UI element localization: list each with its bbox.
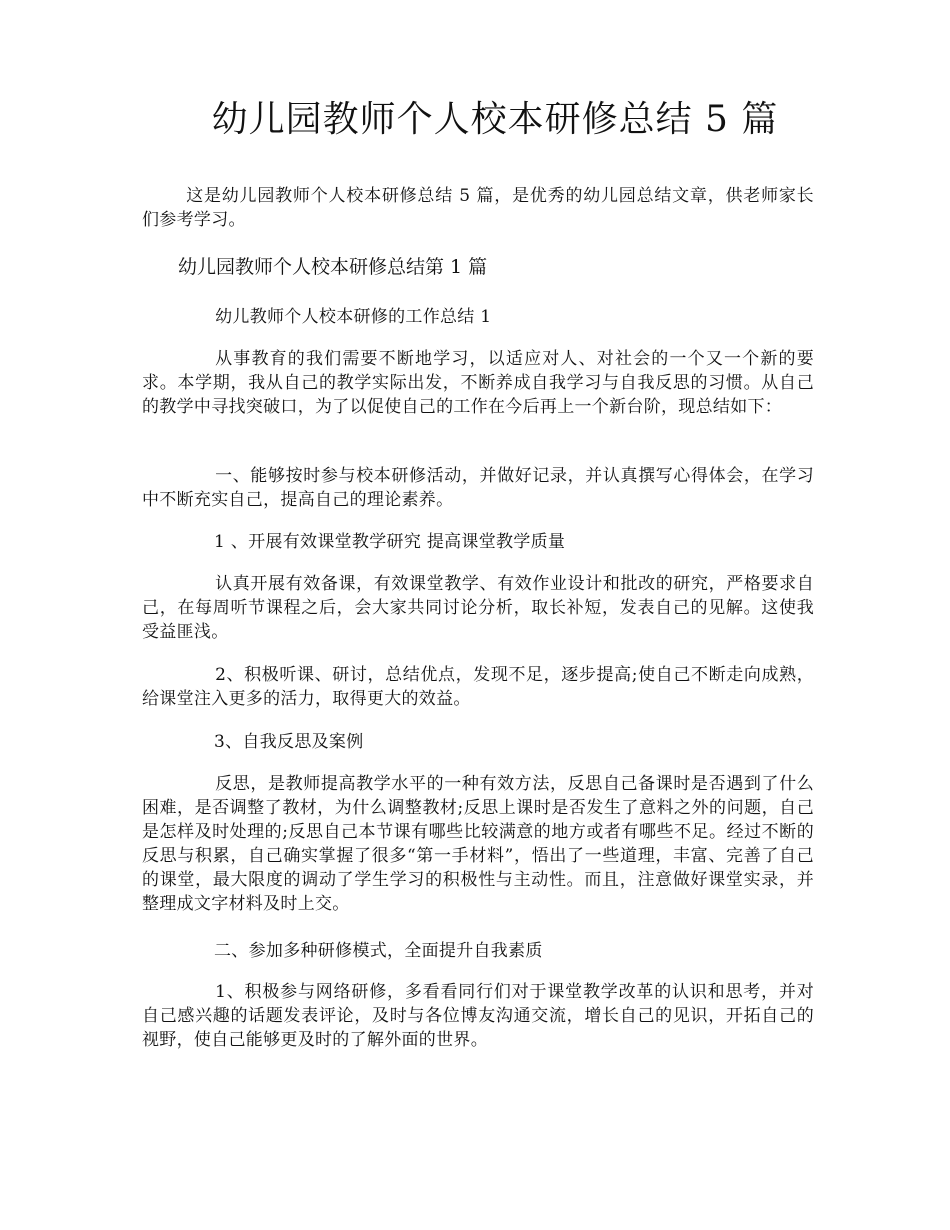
paragraph: 一、能够按时参与校本研修活动，并做好记录，并认真撰写心得体会，在学习中不断充实自己，提高自己的理论素养。 xyxy=(142,466,814,510)
paragraph: 反思，是教师提高教学水平的一种有效方法，反思自己备课时是否遇到了什么困难，是否调整了教材，为什么调整教材;反思上课时是否发生了意料之外的问题，自己是怎样及时处理的;反思自己本节课有哪些比较满意的地方或者有哪些不足。经过不断的反思与积累，自己确实掌握了很多“第一手材料”，悟出了一些道理，丰富、完善了自己的课堂，最大限度的调动了学生学习的积极性与主动性。而且，注意做好课堂实录，并整理成文字材料及时上交。 xyxy=(142,774,814,914)
paragraph: 2、积极听课、研讨，总结优点，发现不足，逐步提高;使自己不断走向成熟，给课堂注入更多的活力，取得更大的效益。 xyxy=(142,665,814,709)
paragraph-subheading: 二、参加多种研修模式，全面提升自我素质 xyxy=(214,941,543,961)
paragraph: 1、积极参与网络研修，多看看同行们对于课堂教学改革的认识和思考，并对自己感兴趣的话题发表评论，及时与各位博友沟通交流，增长自己的见识，开拓自己的视野，使自己能够更及时的了解外面的世界。 xyxy=(142,982,814,1050)
paragraph: 从事教育的我们需要不断地学习，以适应对人、对社会的一个又一个新的要求。本学期，我从自己的教学实际出发，不断养成自我学习与自我反思的习惯。从自己的教学中寻找突破口，为了以促使自己的工作在今后再上一个新台阶，现总结如下： xyxy=(142,349,814,417)
paragraph-subheading: 3、自我反思及案例 xyxy=(214,732,364,752)
section-heading: 幼儿园教师个人校本研修总结第 1 篇 xyxy=(178,256,488,278)
document-title: 幼儿园教师个人校本研修总结 5 篇 xyxy=(211,99,779,140)
intro-paragraph: 这是幼儿园教师个人校本研修总结 5 篇，是优秀的幼儿园总结文章，供老师家长们参考学习。 xyxy=(142,186,814,230)
paragraph: 认真开展有效备课，有效课堂教学、有效作业设计和批改的研究，严格要求自己，在每周听节课程之后，会大家共同讨论分析，取长补短，发表自己的见解。这使我受益匪浅。 xyxy=(142,574,814,642)
paragraph-subheading: 1 、开展有效课堂教学研究 提高课堂教学质量 xyxy=(214,532,566,552)
paragraph-subtitle: 幼儿教师个人校本研修的工作总结 1 xyxy=(215,307,492,327)
